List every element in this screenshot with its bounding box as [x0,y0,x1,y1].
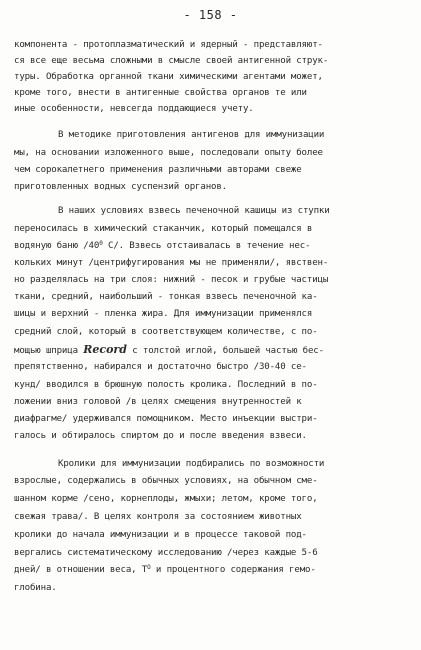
syringe-brand: Record [83,343,127,356]
text-line: диафрагме/ удерживался помощником. Место инъекции выстри- [14,414,318,424]
text-line: ся все еще весьма сложными в смысле своей антигенной струк- [14,56,329,66]
text-fragment: и процентного содержания гемо- [155,565,316,575]
text-line: переносилась в химический стаканчик, который помещался в [14,224,313,234]
text-fragment: дней/ в отношении веса, Т [14,565,148,575]
text-line: приготовленных водных суспензий органов. [14,182,227,192]
text-line: кунд/ вводился в брюшную полость кролика. Последний в по- [14,380,318,390]
text-line [14,241,310,252]
text-line: мы, на основании изложенного выше, последовали опыту более [14,148,323,158]
text-line: ткани, средний, наибольший - тонкая взвесь печеночной ка- [14,292,318,302]
text-line: кроме того, внести в антигенные свойства органов те или [14,88,307,98]
text-line: вергались систематическому исследованию /через каждые 5-6 [14,548,318,558]
page-number: - 158 - [183,8,238,22]
text-line: но разделялась на три слоя: нижний - песок и грубые частицы [14,275,329,285]
text-line: чем сорокалетнего применения различными авторами свеже [14,165,302,175]
text-line: туры. Обработка органной ткани химическими агентами может, [14,72,323,82]
text-fragment: С/. Взвесь отстаивалась в течение нес- [108,241,311,251]
text-line: компонента - протоплазматический и ядерный - представляют- [14,40,323,50]
text-line: В методике приготовления антигенов для иммунизации [58,130,325,140]
text-line: Кролики для иммунизации подбирались по возможности [58,459,325,469]
text-line [14,565,316,576]
text-line: препятственно, набирался и достаточно быстро /30-40 се- [14,362,307,372]
text-line: средний слой, который в соответствующем количестве, с по- [14,327,318,337]
text-line: глобина. [14,583,57,593]
text-line: взрослые, содержались в обычных условиях, на обычном сме- [14,476,318,486]
text-line: галось и обтиралось спиртом до и после введения взвеси. [14,431,307,441]
text-line: кольких минут /центрифугирования мы не применяли/, явствен- [14,258,329,268]
text-line: ложении вниз головой /в целях смещения внутренностей к [14,397,302,407]
text-fragment: мощью шприца [14,346,78,356]
text-line: шицы и верхний - пленка жира. Для иммунизации применялся [14,309,313,319]
text-line: свежая трава/. В целях контроля за состоянием животных [14,512,302,522]
temperature-superscript: О [147,564,151,571]
text-fragment: водяную баню /40 [14,241,100,251]
text-line: иные особенности, невсегда поддающиеся учету. [14,104,254,114]
degree-superscript: 0 [99,240,103,247]
text-line: В наших условиях взвесь печеночной кашицы из ступки [58,206,330,216]
text-line: кролики до начала иммунизации и в процессе таковой под- [14,530,307,540]
text-line [14,344,324,357]
text-line: шанном корме /сено, корнеплоды, жмыхи; летом, кроме того, [14,494,318,504]
text-fragment: с толстой иглой, большей частью бес- [132,346,324,356]
